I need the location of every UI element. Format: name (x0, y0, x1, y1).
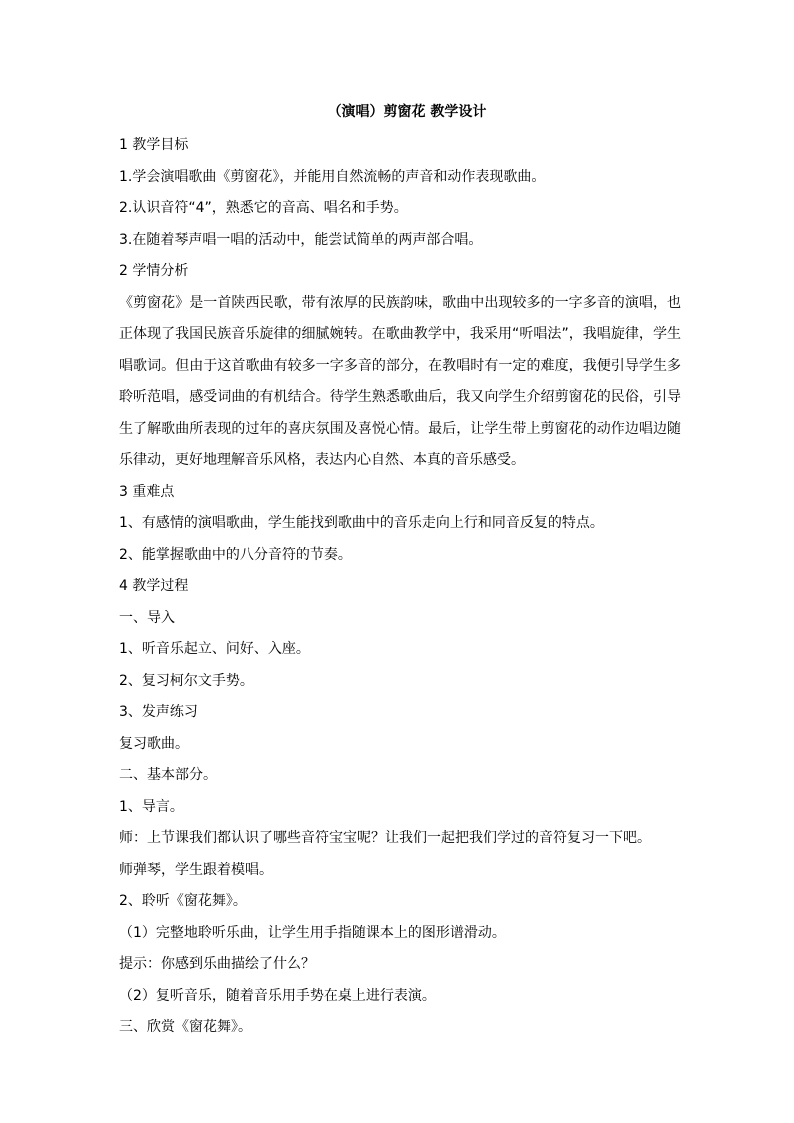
process-step: （2）复听音乐，随着音乐用手势在桌上进行表演。 (119, 987, 436, 1004)
section-heading-analysis: 2 学情分析 (119, 263, 189, 279)
process-heading-intro: 一、导入 (119, 609, 175, 626)
process-step: 复习歌曲。 (119, 735, 189, 752)
process-step: 3、发声练习 (119, 704, 198, 720)
process-step: 师弹琴，学生跟着模唱。 (119, 861, 273, 878)
process-heading-appreciation: 三、欣赏《窗花舞》。 (119, 1019, 252, 1035)
process-step: 师：上节课我们都认识了哪些音符宝宝呢？让我们一起把我们学过的音符复习一下吧。 (119, 830, 651, 846)
key-point-item-1: 1、有感情的演唱歌曲，学生能找到歌曲中的音乐走向上行和同音反复的特点。 (119, 515, 604, 531)
objective-item-1: 1.学会演唱歌曲《剪窗花》，并能用自然流畅的声音和动作表现歌曲。 (119, 168, 546, 185)
section-heading-process: 4 教学过程 (119, 578, 189, 594)
process-heading-main: 二、基本部分。 (119, 767, 217, 783)
analysis-paragraph: 《剪窗花》是一首陕西民歌，带有浓厚的民族韵味，歌曲中出现较多的一字多音的演唱，也正体现了我国民族音乐旋律的细腻婉转。在歌曲教学中，我采用“听唱法”，我唱旋律，学生唱歌词。但由于这首歌曲有较多一字多音的部分，在教唱时有一定的难度，我便引导学生多聆听范唱，感受词曲的有机结合。待学生熟悉歌曲后，我又向学生介绍剪窗花的民俗，引导生了解歌曲所表现的过年的喜庆氛围及喜悦心情。最后，让学生带上剪窗花的动作边唱边随乐律动，更好地理解音乐风格，表达内心自然、本真的音乐感受。 (119, 294, 681, 468)
process-step: （1）完整地聆听乐曲，让学生用手指随课本上的图形谱滑动。 (119, 924, 506, 941)
process-step: 2、复习柯尔文手势。 (119, 672, 254, 689)
process-step: 1、导言。 (119, 798, 184, 815)
document-body (119, 130, 681, 1044)
section-heading-key-points: 3 重难点 (119, 483, 175, 500)
objective-item-2: 2.认识音符“4”，熟悉它的音高、唱名和手势。 (119, 200, 408, 216)
process-step: 提示：你感到乐曲描绘了什么？ (119, 956, 315, 972)
document-title: （演唱）剪窗花 教学设计 (327, 104, 487, 120)
section-heading-objectives: 1 教学目标 (119, 137, 189, 153)
process-step: 2、聆听《窗花舞》。 (119, 893, 247, 909)
objective-item-3: 3.在随着琴声唱一唱的活动中，能尝试简单的两声部合唱。 (119, 231, 483, 248)
key-point-item-2: 2、能掌握歌曲中的八分音符的节奏。 (119, 546, 352, 563)
process-step: 1、听音乐起立、问好、入座。 (119, 641, 310, 657)
